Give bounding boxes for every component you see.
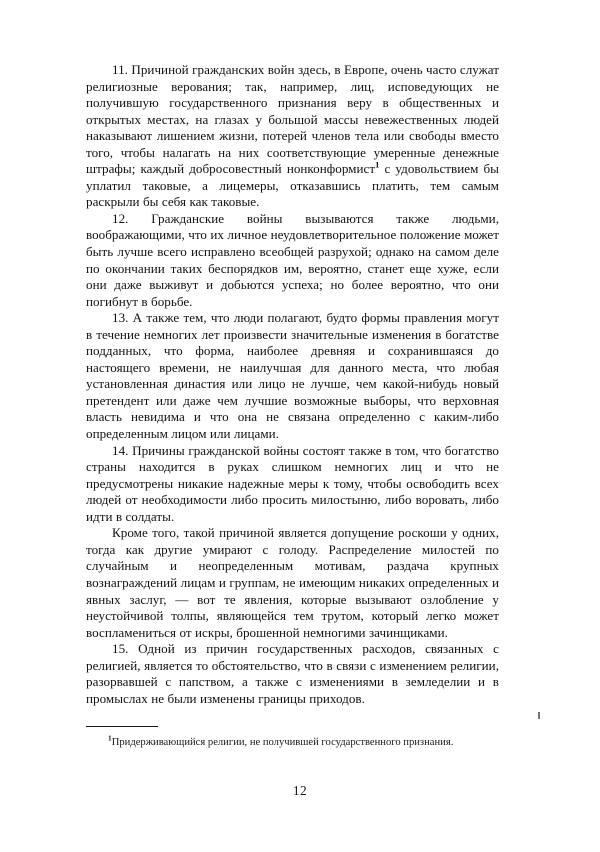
paragraph-14-continuation: Кроме того, такой причиной является допущение роскоши у одних, тогда как другие умирают с голоду. Распределение милостей по случайным и неопределенным мотивам, раздача крупных вознаграждений лицам и группам, не имеющим никаких определенных и явных заслуг, — вот те явления, которые вызывают озлобление у неустойчивой толпы, являющейся тем трутом, который легко может воспламениться от искры, брошенной немногими зачинщиками. — [86, 525, 499, 640]
footnote-1-text: Придерживающийся религии, не получившей государственного признания. — [111, 737, 454, 748]
footnote-1 — [86, 733, 499, 750]
paragraph-15: 15. Одной из причин государственных расходов, связанных с религией, является то обстоятельство, что в связи с изменением религии, разорвавшей с папством, а также с изменениями в земледелии и в промыслах не были изменены границы приходов. — [86, 641, 499, 706]
footnote-area — [86, 726, 499, 750]
paragraph-13: 13. А также тем, что люди полагают, будто формы правления могут в течение немногих лет произвести значительные изменения в богатстве подданных, что форма, наиболее древняя и сохранившаяся до настоящего времени, не наилучшая для данного места, что любая установленная династия или лицо не лучше, чем какой-нибудь новый претендент или даже чем лучшие возможные выборы, что верховная власть невидима и что она не связана определенно с каким-либо определенным лицом или лицами. — [86, 310, 499, 442]
footnote-reference-1[interactable]: 1 — [375, 159, 380, 170]
scan-artifact-speck — [538, 712, 540, 719]
paragraph-11 — [86, 62, 499, 211]
page-text-block — [86, 62, 499, 707]
footnote-marker-1: 1 — [108, 733, 112, 743]
paragraph-11-text-after-footnote: с удовольствием бы уплатил таковые, а лицемеры, отказавшись платить, тем самым раскрыли бы себя как таковые. — [86, 161, 499, 210]
footnote-separator-rule — [86, 726, 158, 727]
paragraph-14: 14. Причины гражданской войны состоят также в том, что богатство страны находится в руках слишком немногих лиц и что не предусмотрены никакие надежные меры к тому, чтобы освободить всех людей от необходимости либо просить милостыню, либо воровать, либо идти в солдаты. — [86, 442, 499, 524]
page-number: 12 — [292, 783, 308, 798]
paragraph-11-text-before-footnote: 11. Причиной гражданских войн здесь, в Европе, очень часто служат религиозные верования; так, например, лиц, исповедующих не получившую государственного признания веру в общественных и открытых местах, на глазах у большой массы невежественных людей наказывают лишением жизни, потерей членов тела или свободы вместо того, чтобы налагать на них соответствующие умеренные денежные штрафы; каждый добросовестный нонконформист — [86, 62, 499, 177]
paragraph-12: 12. Гражданские войны вызываются также людьми, воображающими, что их личное неудовлетворительное положение может быть лучше всего исправлено всеобщей разрухой; однако на самом деле по окончании таких беспорядков им, вероятно, станет еще хуже, если они даже выживут и добьются успеха; но более вероятно, что они погибнут в борьбе. — [86, 210, 499, 309]
